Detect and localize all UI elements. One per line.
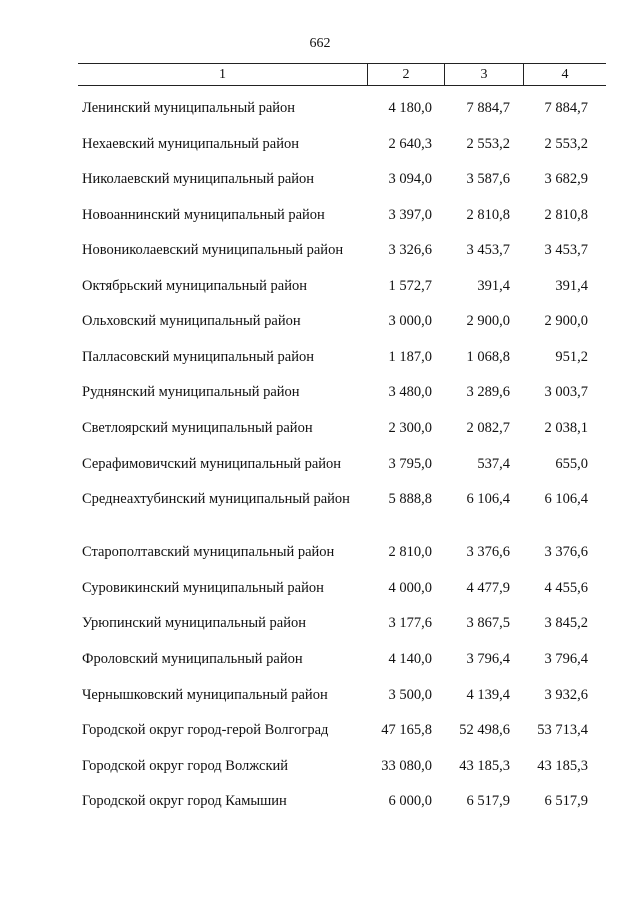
- value-col-3: 3 376,6: [466, 544, 510, 560]
- district-name: Среднеахтубинский муниципальный район: [82, 491, 350, 507]
- value-col-2: 3 326,6: [388, 242, 432, 258]
- value-col-4: 2 553,2: [544, 136, 588, 152]
- value-col-2: 1 572,7: [388, 278, 432, 294]
- value-col-2: 3 480,0: [388, 384, 432, 400]
- district-name: Ленинский муниципальный район: [82, 100, 296, 116]
- header-top-rule: [78, 63, 606, 64]
- value-col-3: 3 867,5: [466, 615, 510, 631]
- district-name: Урюпинский муниципальный район: [82, 615, 306, 631]
- district-name: Ольховский муниципальный район: [82, 313, 301, 329]
- header-cell-1: 1: [219, 67, 226, 82]
- header-cell-4: 4: [561, 67, 569, 82]
- value-col-2: 2 640,3: [388, 136, 432, 152]
- value-col-3: 3 453,7: [466, 242, 510, 258]
- value-col-4: 2 900,0: [544, 313, 588, 329]
- header-cell-3: 3: [480, 67, 488, 82]
- value-col-2: 3 397,0: [388, 207, 432, 223]
- value-col-4: 3 453,7: [544, 242, 588, 258]
- value-col-3: 4 477,9: [466, 580, 510, 596]
- value-col-2: 4 000,0: [388, 580, 432, 596]
- value-col-4: 3 376,6: [544, 544, 588, 560]
- district-name: Городской округ город-герой Волгоград: [82, 722, 329, 738]
- value-col-4: 7 884,7: [544, 100, 588, 116]
- value-col-3: 3 796,4: [466, 651, 510, 667]
- district-name: Серафимовичский муниципальный район: [82, 456, 342, 472]
- value-col-4: 3 932,6: [544, 687, 588, 703]
- value-col-2: 3 177,6: [388, 615, 432, 631]
- value-col-4: 4 455,6: [544, 580, 588, 596]
- header-bottom-rule: [78, 85, 606, 86]
- value-col-3: 43 185,3: [459, 758, 510, 774]
- district-name: Нехаевский муниципальный район: [82, 136, 300, 152]
- value-col-2: 4 140,0: [388, 651, 432, 667]
- value-col-4: 2 038,1: [544, 420, 588, 436]
- value-col-4: 43 185,3: [537, 758, 588, 774]
- value-col-3: 1 068,8: [466, 349, 510, 365]
- district-name: Октябрьский муниципальный район: [82, 278, 307, 294]
- district-name: Чернышковский муниципальный район: [82, 687, 328, 703]
- value-col-2: 2 810,0: [388, 544, 432, 560]
- district-name: Руднянский муниципальный район: [82, 384, 300, 400]
- district-name: Суровикинский муниципальный район: [82, 580, 324, 596]
- value-col-4: 391,4: [555, 278, 588, 294]
- value-col-2: 3 500,0: [388, 687, 432, 703]
- district-name: Новониколаевский муниципальный район: [82, 242, 344, 258]
- district-name: Николаевский муниципальный район: [82, 171, 315, 187]
- value-col-4: 3 682,9: [544, 171, 588, 187]
- district-name: Палласовский муниципальный район: [82, 349, 314, 365]
- value-col-2: 3 094,0: [388, 171, 432, 187]
- district-name: Светлоярский муниципальный район: [82, 420, 313, 436]
- district-name: Фроловский муниципальный район: [82, 651, 303, 667]
- value-col-4: 6 517,9: [544, 793, 588, 809]
- value-col-3: 3 289,6: [466, 384, 510, 400]
- value-col-3: 2 810,8: [466, 207, 510, 223]
- header-cell-2: 2: [402, 67, 410, 82]
- value-col-4: 655,0: [555, 456, 588, 472]
- district-name: Новоаннинский муниципальный район: [82, 207, 325, 223]
- value-col-3: 52 498,6: [459, 722, 510, 738]
- district-name: Городской округ город Волжский: [82, 758, 289, 774]
- value-col-3: 3 587,6: [466, 171, 510, 187]
- value-col-2: 2 300,0: [388, 420, 432, 436]
- value-col-4: 6 106,4: [544, 491, 588, 507]
- value-col-4: 53 713,4: [537, 722, 588, 738]
- value-col-4: 3 845,2: [544, 615, 588, 631]
- value-col-2: 47 165,8: [381, 722, 432, 738]
- value-col-2: 6 000,0: [388, 793, 432, 809]
- value-col-2: 4 180,0: [388, 100, 432, 116]
- value-col-4: 3 796,4: [544, 651, 588, 667]
- district-name: Городской округ город Камышин: [82, 793, 287, 809]
- value-col-3: 7 884,7: [466, 100, 510, 116]
- value-col-4: 2 810,8: [544, 207, 588, 223]
- value-col-3: 6 106,4: [466, 491, 510, 507]
- value-col-3: 2 900,0: [466, 313, 510, 329]
- value-col-4: 3 003,7: [544, 384, 588, 400]
- value-col-2: 5 888,8: [388, 491, 432, 507]
- value-col-3: 537,4: [477, 456, 510, 472]
- value-col-2: 3 795,0: [388, 456, 432, 472]
- value-col-2: 3 000,0: [388, 313, 432, 329]
- value-col-2: 33 080,0: [381, 758, 432, 774]
- value-col-3: 2 082,7: [466, 420, 510, 436]
- value-col-3: 4 139,4: [466, 687, 510, 703]
- value-col-4: 951,2: [555, 349, 588, 365]
- value-col-3: 2 553,2: [466, 136, 510, 152]
- value-col-2: 1 187,0: [388, 349, 432, 365]
- district-name: Старополтавский муниципальный район: [82, 544, 335, 560]
- value-col-3: 391,4: [477, 278, 510, 294]
- page-number: 662: [309, 36, 331, 51]
- value-col-3: 6 517,9: [466, 793, 510, 809]
